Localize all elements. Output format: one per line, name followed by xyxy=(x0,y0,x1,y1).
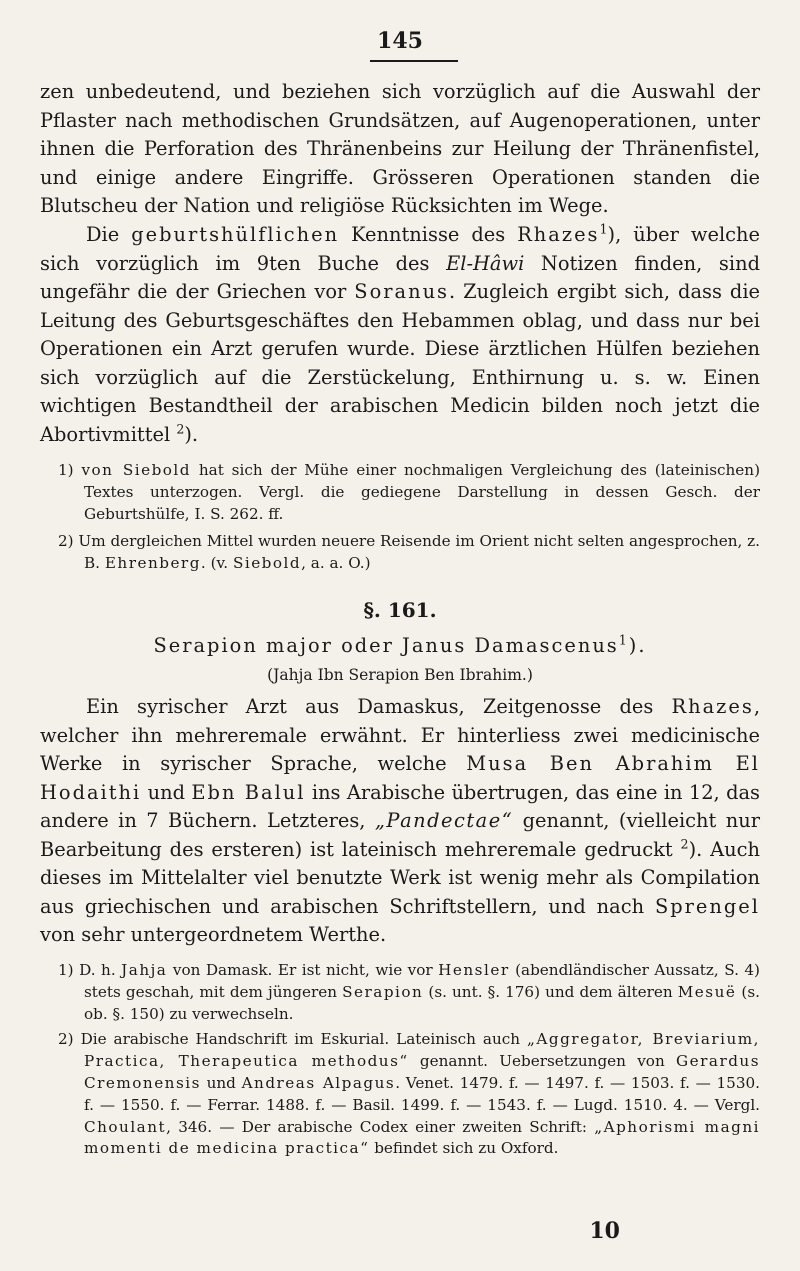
translator-name-ebn-balul: Ebn Balul xyxy=(191,780,306,804)
author-name-rhazes: Rhazes xyxy=(517,223,600,246)
text-run: . Zugleich ergibt sich, dass die Leitung des Geburtsgeschäftes den Hebammen oblag, und dass nur bei Operationen ein Arzt gerufen wurde. Diese ärztlichen Hülfen beziehen sich vorzüglich auf die Zerstückelung, Enthirnung u. s. w. Einen wichtigen Bestandtheil der arabischen Medicin bilden noch jetzt die Abortivmittel xyxy=(40,280,761,446)
text-run: ). xyxy=(628,634,647,657)
obstetrics-block xyxy=(40,221,760,449)
author-name-sprengel: Sprengel xyxy=(654,894,760,918)
book-title-el-hawi: El-Hâwi xyxy=(446,251,525,275)
footnote-1 xyxy=(40,460,760,525)
author-name: Siebold xyxy=(232,554,302,573)
text-run: ). xyxy=(184,422,199,446)
author-name: Serapion xyxy=(342,982,424,1001)
footnote-ref: 1 xyxy=(599,221,608,237)
book-title-pandectae: „Pandectae“ xyxy=(374,809,514,832)
section-title xyxy=(0,634,800,657)
footnote-text: und xyxy=(200,1073,242,1092)
text-run: Notizen finden, sind ungefähr die der Griechen vor xyxy=(40,251,760,303)
footnote-ref: 2 xyxy=(680,836,689,852)
translator-name-musa: Musa Ben Abrahim El Hodaithi xyxy=(40,752,760,804)
text-run: ). Auch dieses im Mittelalter viel benutzte Werk ist wenig mehr als Compilation aus griechischen und arabischen Schriftstellern, und nach xyxy=(40,837,760,918)
footnote-text: , a. a. O.) xyxy=(301,554,371,573)
text-run: von sehr untergeordnetem Werthe. xyxy=(40,923,387,946)
footnote-1b xyxy=(40,960,760,1025)
footnote-text: , 346. — Der arabische Codex einer zweiten Schrift: xyxy=(166,1117,595,1136)
page-number-rule xyxy=(370,60,458,62)
footnote-ref: 1 xyxy=(618,632,629,648)
author-name: Jahja xyxy=(121,961,168,979)
obstetrics-paragraph xyxy=(40,221,760,449)
page-number: 145 xyxy=(377,28,423,54)
text-run: ), über welche sich vorzüglich im 9ten Buche des xyxy=(40,223,760,275)
author-name-soranus: Soranus xyxy=(354,280,450,303)
footnote-text: (s. ob. §. 150) zu verwechseln. xyxy=(84,982,760,1023)
text-run: genannt, (vielleicht nur Bearbeitung des ersteren) ist lateinisch mehreremale gedruckt xyxy=(40,809,760,861)
author-name: Andreas Alpagus xyxy=(241,1073,396,1092)
intro-paragraph: zen unbedeutend, und beziehen sich vorzüglich auf die Auswahl der Pflaster nach methodischen Grundsätzen, auf Augenoperationen, unter ihnen die Perforation des Thränenbeins zur Heilung der Thränenfistel, und einige andere Eingriffe. Grösseren Operationen standen die Blutscheu der Nation und religiöse Rücksichten im Wege. xyxy=(40,80,760,217)
author-name: Gerardus Cremonensis xyxy=(84,1052,761,1092)
footnote-text: von Damask. Er ist nicht, wie vor xyxy=(167,961,439,979)
text-run: , welcher ihn mehreremale erwähnt. Er hinterliess zwei medicinische Werke in syrischer Sprache, welche xyxy=(40,695,760,775)
footnote-text: (s. unt. §. 176) und dem älteren xyxy=(423,982,678,1001)
footnote-text: (abendländischer Aussatz, S. 4) stets geschah, mit dem jüngeren xyxy=(84,961,760,1001)
footnote-number: 1) xyxy=(58,961,80,979)
signature-mark: 10 xyxy=(589,1218,620,1244)
author-name: Choulant xyxy=(84,1117,167,1136)
text-run: ins Arabische übertrugen, das eine in 12, das andere in 7 Büchern. Letzteres, xyxy=(40,780,761,832)
footnote-ref: 2 xyxy=(176,421,185,437)
book-titles: „Aggregator, Breviarium, Practica, Therapeutica methodus“ xyxy=(84,1030,760,1071)
footnote-number: 2) xyxy=(58,532,79,551)
serapion-block xyxy=(40,693,760,950)
footnotes-a xyxy=(40,460,760,575)
section-subtitle: (Jahja Ibn Serapion Ben Ibrahim.) xyxy=(267,666,533,684)
author-name: Hensler xyxy=(438,961,510,979)
footnote-text: . Venet. 1479. f. — 1497. f. — 1503. f. — 1530. f. — 1550. f. — Ferrar. 1488. f. — Basil. 1499. f. — 1543. f. — Lugd. 1510. 4. — Vergl. xyxy=(84,1073,760,1114)
footnote-text: D. h. xyxy=(79,961,122,979)
footnote-2b xyxy=(40,1029,760,1160)
footnote-2 xyxy=(40,531,760,575)
footnotes-b xyxy=(40,960,760,1160)
text-run: Die xyxy=(86,223,132,246)
footnote-text: Die arabische Handschrift im Eskurial. Lateinisch auch xyxy=(80,1030,528,1049)
footnote-text: genannt. Uebersetzungen von xyxy=(408,1052,677,1071)
author-name: Mesuë xyxy=(677,982,737,1001)
author-name: von Siebold xyxy=(81,461,192,479)
text-run: Kenntnisse des xyxy=(339,223,518,246)
serapion-paragraph xyxy=(40,693,760,950)
section-number: §. 161. xyxy=(363,598,437,622)
text-run: und xyxy=(141,780,192,804)
book-title: „Aphorismi magni momenti de medicina practica“ xyxy=(84,1117,760,1158)
author-name: Ehrenberg xyxy=(104,554,201,573)
footnote-text: befindet sich zu Oxford. xyxy=(369,1139,559,1158)
section-title-text: Serapion major oder Janus Damascenus xyxy=(153,634,619,657)
author-name-rhazes: Rhazes xyxy=(671,695,754,718)
footnote-text: . (v. xyxy=(200,554,233,573)
footnote-text: Um dergleichen Mittel wurden neuere Reisende im Orient nicht selten angesprochen, z. B. xyxy=(78,532,760,573)
intro-block xyxy=(40,78,760,221)
footnote-number: 1) xyxy=(58,461,82,479)
spaced-term: geburtshülflichen xyxy=(131,223,340,246)
footnote-text: hat sich der Mühe einer nochmaligen Vergleichung des (lateinischen) Textes unterzogen. Vergl. die gediegene Darstellung in dessen Gesch. der Geburtshülfe, I. S. 262. ff. xyxy=(84,461,760,523)
text-run: Ein syrischer Arzt aus Damaskus, Zeitgenosse des xyxy=(86,695,672,718)
footnote-number: 2) xyxy=(58,1030,81,1049)
